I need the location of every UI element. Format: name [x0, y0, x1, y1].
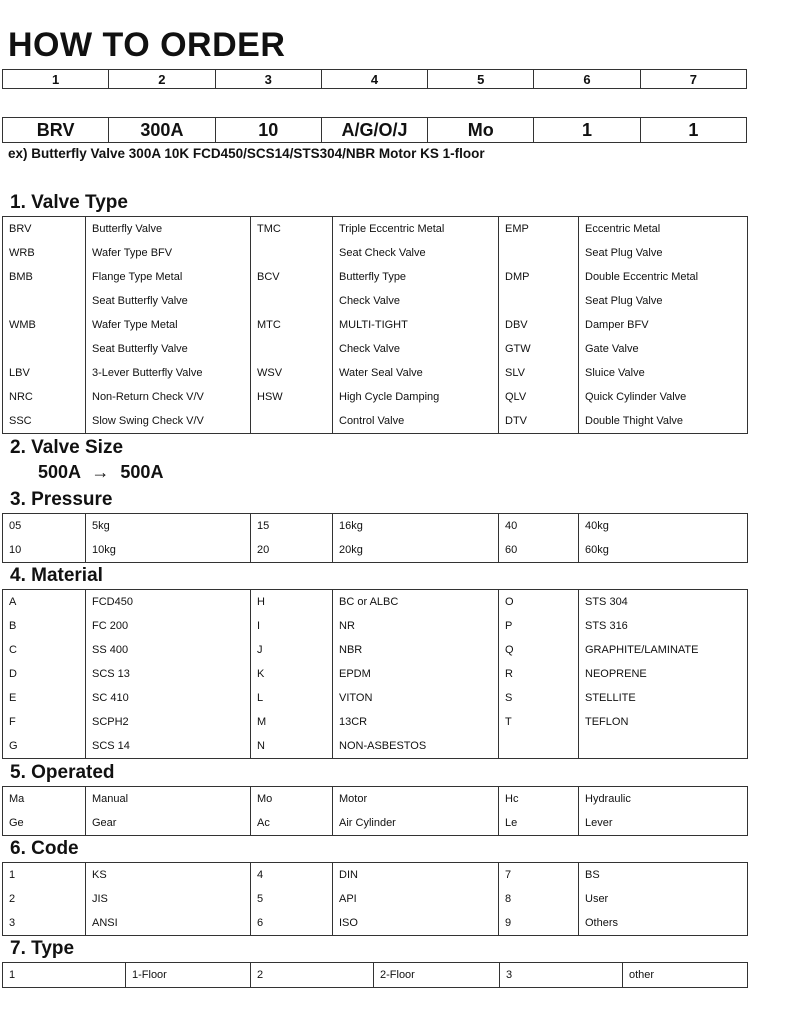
- valve-code-col-1-entry: [9, 337, 79, 361]
- material-code-col-3-entry: T: [505, 716, 512, 728]
- valve-name-col-1-entry: Wafer Type BFV: [92, 247, 173, 259]
- material-code-col-3-entry: R: [505, 668, 513, 680]
- operated-name-col-2: [333, 787, 499, 836]
- code-num-col-2: [251, 863, 333, 936]
- code-num-col-1-entry: 2: [9, 893, 16, 905]
- material-code-col-2-entry: L: [257, 692, 264, 704]
- material-name-col-3: [579, 590, 748, 759]
- valve-type-heading: 1. Valve Type: [10, 192, 128, 213]
- valve-code-col-3-entry: GTW: [505, 343, 531, 355]
- material-code-col-1: [3, 590, 86, 759]
- material-code-col-1-entry: A: [9, 596, 17, 608]
- valve-code-col-2-entry: WSV: [257, 367, 283, 379]
- code-num-col-3-entry: 7: [505, 869, 512, 881]
- material-code-col-3-entry: O: [505, 596, 514, 608]
- code-cell: 1: [534, 118, 640, 143]
- code-num-col-2-entry: 4: [257, 869, 264, 881]
- material-code-col-2: [251, 590, 333, 759]
- valve-name-col-2-entry: Seat Check Valve: [339, 247, 426, 259]
- material-code-col-1-entry: E: [9, 692, 17, 704]
- type-name: other: [623, 963, 748, 988]
- position-cell: 6: [534, 70, 640, 89]
- material-name-col-1-entry: FC 200: [92, 620, 129, 632]
- code-heading: 6. Code: [10, 838, 79, 859]
- material-code-col-1-entry: G: [9, 740, 18, 752]
- material-code-col-2-entry: N: [257, 740, 265, 752]
- pressure-code-col-1: [3, 514, 86, 563]
- code-cell: 300A: [109, 118, 215, 143]
- valve-code-col-2-entry: [257, 241, 326, 265]
- valve-code-col-2-entry: BCV: [257, 271, 280, 283]
- code-num-col-3-entry: 9: [505, 917, 512, 929]
- valve-name-col-2: [333, 217, 499, 434]
- valve-type-table: [2, 216, 748, 434]
- valve-code-col-1-entry: SSC: [9, 415, 32, 427]
- material-code-col-1-entry: D: [9, 668, 17, 680]
- code-name-col-2-entry: ISO: [339, 917, 358, 929]
- pressure-code-col-1-entry: 05: [9, 520, 22, 532]
- pressure-val-col-1-entry: 10kg: [92, 544, 116, 556]
- code-cell: A/G/O/J: [321, 118, 427, 143]
- page-title: HOW TO ORDER: [8, 26, 286, 64]
- material-name-col-3-entry: [585, 734, 741, 758]
- code-num-col-3: [499, 863, 579, 936]
- valve-code-col-2-entry: MTC: [257, 319, 281, 331]
- operated-name-col-3-entry: Hydraulic: [585, 793, 631, 805]
- valve-code-col-2-entry: HSW: [257, 391, 283, 403]
- position-cell: 3: [215, 70, 321, 89]
- type-heading: 7. Type: [10, 938, 75, 959]
- valve-name-col-3-entry: Quick Cylinder Valve: [585, 391, 687, 403]
- operated-code-col-1: [3, 787, 86, 836]
- valve-name-col-2-entry: MULTI-TIGHT: [339, 319, 408, 331]
- pressure-table: [2, 513, 748, 563]
- valve-code-col-3-entry: EMP: [505, 223, 529, 235]
- valve-code-col-3-entry: QLV: [505, 391, 527, 403]
- valve-code-col-2: [251, 217, 333, 434]
- operated-code-col-2: [251, 787, 333, 836]
- valve-name-col-3-entry: Double Eccentric Metal: [585, 271, 699, 283]
- pressure-code-col-3-entry: 40: [505, 520, 518, 532]
- valve-size-from: 500A: [38, 462, 81, 482]
- valve-name-col-1-entry: Slow Swing Check V/V: [92, 415, 204, 427]
- material-name-col-2-entry: NR: [339, 620, 355, 632]
- material-code-col-1-entry: B: [9, 620, 17, 632]
- valve-name-col-3: [579, 217, 748, 434]
- operated-code-col-3-entry: Hc: [505, 793, 519, 805]
- operated-name-col-3-entry: Lever: [585, 817, 613, 829]
- valve-code-col-3: [499, 217, 579, 434]
- material-name-col-2-entry: NBR: [339, 644, 363, 656]
- material-name-col-2: [333, 590, 499, 759]
- material-heading: 4. Material: [10, 565, 103, 586]
- code-name-col-2-entry: API: [339, 893, 357, 905]
- pressure-val-col-2-entry: 16kg: [339, 520, 363, 532]
- type-table: [2, 962, 748, 988]
- valve-name-col-2-entry: High Cycle Damping: [339, 391, 440, 403]
- valve-name-col-1-entry: Wafer Type Metal: [92, 319, 178, 331]
- position-cell: 2: [109, 70, 215, 89]
- operated-name-col-1-entry: Gear: [92, 817, 117, 829]
- position-header-table: [2, 69, 747, 89]
- valve-code-col-1-entry: NRC: [9, 391, 33, 403]
- code-name-col-2: [333, 863, 499, 936]
- material-code-col-3-entry: P: [505, 620, 513, 632]
- pressure-val-col-3-entry: 40kg: [585, 520, 609, 532]
- material-name-col-2-entry: NON-ASBESTOS: [339, 740, 427, 752]
- code-name-col-1: [86, 863, 251, 936]
- material-code-col-3: [499, 590, 579, 759]
- valve-name-col-2-entry: Water Seal Valve: [339, 367, 423, 379]
- valve-name-col-2-entry: Butterfly Type: [339, 271, 407, 283]
- valve-code-col-2-entry: [257, 337, 326, 361]
- material-name-col-1-entry: SC 410: [92, 692, 129, 704]
- position-cell: 4: [321, 70, 427, 89]
- material-name-col-3-entry: STS 316: [585, 620, 628, 632]
- code-num-col-1-entry: 1: [9, 869, 16, 881]
- operated-name-col-1: [86, 787, 251, 836]
- pressure-code-col-2: [251, 514, 333, 563]
- position-cell: 7: [640, 70, 746, 89]
- operated-table: [2, 786, 748, 836]
- material-name-col-2-entry: EPDM: [339, 668, 371, 680]
- material-code-col-2-entry: J: [257, 644, 263, 656]
- material-name-col-3-entry: STELLITE: [585, 692, 636, 704]
- valve-code-col-1-entry: BRV: [9, 223, 32, 235]
- valve-name-col-1-entry: Seat Butterfly Valve: [92, 295, 188, 307]
- type-code: 2: [251, 963, 374, 988]
- code-table: [2, 862, 748, 936]
- valve-code-col-2-entry: [257, 289, 326, 313]
- operated-heading: 5. Operated: [10, 762, 115, 783]
- valve-name-col-2-entry: Triple Eccentric Metal: [339, 223, 445, 235]
- valve-name-col-3-entry: Seat Plug Valve: [585, 247, 663, 259]
- code-name-col-2-entry: DIN: [339, 869, 358, 881]
- material-name-col-1-entry: SCS 14: [92, 740, 130, 752]
- valve-code-col-3-entry: SLV: [505, 367, 525, 379]
- valve-name-col-2-entry: Control Valve: [339, 415, 405, 427]
- operated-code-col-2-entry: Mo: [257, 793, 273, 805]
- valve-code-col-1-entry: WRB: [9, 247, 35, 259]
- material-name-col-1-entry: SCS 13: [92, 668, 130, 680]
- valve-name-col-3-entry: Double Thight Valve: [585, 415, 684, 427]
- valve-code-col-1-entry: WMB: [9, 319, 36, 331]
- valve-name-col-1-entry: 3-Lever Butterfly Valve: [92, 367, 203, 379]
- type-code: 1: [3, 963, 126, 988]
- material-name-col-3-entry: GRAPHITE/LAMINATE: [585, 644, 699, 656]
- position-cell: 1: [3, 70, 109, 89]
- operated-code-col-1-entry: Ma: [9, 793, 25, 805]
- valve-name-col-2-entry: Check Valve: [339, 295, 400, 307]
- code-name-col-1-entry: JIS: [92, 893, 108, 905]
- material-table: [2, 589, 748, 759]
- arrow-icon: →: [91, 462, 110, 482]
- material-code-col-3-entry: [505, 734, 572, 758]
- valve-code-col-1-entry: [9, 289, 79, 313]
- material-name-col-1-entry: FCD450: [92, 596, 133, 608]
- pressure-heading: 3. Pressure: [10, 489, 113, 510]
- code-num-col-2-entry: 6: [257, 917, 264, 929]
- pressure-val-col-2: [333, 514, 499, 563]
- pressure-code-col-2-entry: 15: [257, 520, 270, 532]
- pressure-code-col-3-entry: 60: [505, 544, 518, 556]
- valve-name-col-3-entry: Gate Valve: [585, 343, 639, 355]
- valve-name-col-2-entry: Check Valve: [339, 343, 400, 355]
- operated-code-col-2-entry: Ac: [257, 817, 270, 829]
- pressure-val-col-2-entry: 20kg: [339, 544, 363, 556]
- material-name-col-1-entry: SCPH2: [92, 716, 129, 728]
- pressure-code-col-3: [499, 514, 579, 563]
- material-code-col-2-entry: I: [257, 620, 261, 632]
- valve-size-heading: 2. Valve Size: [10, 437, 124, 458]
- material-code-col-2-entry: M: [257, 716, 267, 728]
- code-num-col-2-entry: 5: [257, 893, 264, 905]
- valve-name-col-3-entry: Eccentric Metal: [585, 223, 661, 235]
- valve-code-col-2-entry: [257, 409, 326, 433]
- valve-code-col-1-entry: LBV: [9, 367, 30, 379]
- pressure-val-col-3: [579, 514, 748, 563]
- operated-code-col-1-entry: Ge: [9, 817, 24, 829]
- operated-name-col-2-entry: Air Cylinder: [339, 817, 396, 829]
- code-name-col-3-entry: User: [585, 893, 609, 905]
- code-num-col-3-entry: 8: [505, 893, 512, 905]
- valve-code-col-1-entry: BMB: [9, 271, 33, 283]
- valve-code-col-3-entry: [505, 289, 572, 313]
- pressure-code-col-2-entry: 20: [257, 544, 270, 556]
- type-name: 2-Floor: [374, 963, 500, 988]
- code-cell: 10: [215, 118, 321, 143]
- material-code-col-2-entry: H: [257, 596, 265, 608]
- position-cell: 5: [428, 70, 534, 89]
- example-code-table: [2, 117, 747, 143]
- valve-name-col-1-entry: Butterfly Valve: [92, 223, 163, 235]
- valve-code-col-3-entry: [505, 241, 572, 265]
- code-name-col-3-entry: BS: [585, 869, 600, 881]
- material-code-col-2-entry: K: [257, 668, 265, 680]
- operated-name-col-3: [579, 787, 748, 836]
- material-name-col-3-entry: TEFLON: [585, 716, 629, 728]
- code-num-col-1: [3, 863, 86, 936]
- operated-name-col-2-entry: Motor: [339, 793, 368, 805]
- material-code-col-3-entry: S: [505, 692, 513, 704]
- valve-code-col-1: [3, 217, 86, 434]
- code-cell: 1: [640, 118, 746, 143]
- material-name-col-2-entry: BC or ALBC: [339, 596, 399, 608]
- code-cell: BRV: [3, 118, 109, 143]
- material-name-col-1: [86, 590, 251, 759]
- example-text: ex) Butterfly Valve 300A 10K FCD450/SCS14/STS304/NBR Motor KS 1-floor: [8, 146, 485, 161]
- material-code-col-1-entry: C: [9, 644, 17, 656]
- pressure-val-col-1: [86, 514, 251, 563]
- code-name-col-3-entry: Others: [585, 917, 619, 929]
- material-name-col-2-entry: VITON: [339, 692, 373, 704]
- operated-code-col-3-entry: Le: [505, 817, 518, 829]
- code-name-col-3: [579, 863, 748, 936]
- material-code-col-3-entry: Q: [505, 644, 514, 656]
- material-code-col-1-entry: F: [9, 716, 16, 728]
- type-code: 3: [500, 963, 623, 988]
- valve-name-col-1: [86, 217, 251, 434]
- valve-code-col-3-entry: DBV: [505, 319, 528, 331]
- pressure-val-col-1-entry: 5kg: [92, 520, 110, 532]
- valve-name-col-1-entry: Non-Return Check V/V: [92, 391, 204, 403]
- code-name-col-1-entry: ANSI: [92, 917, 118, 929]
- operated-name-col-1-entry: Manual: [92, 793, 129, 805]
- valve-name-col-1-entry: Flange Type Metal: [92, 271, 183, 283]
- code-cell: Mo: [428, 118, 534, 143]
- material-name-col-2-entry: 13CR: [339, 716, 368, 728]
- valve-name-col-3-entry: Sluice Valve: [585, 367, 645, 379]
- operated-code-col-3: [499, 787, 579, 836]
- pressure-val-col-3-entry: 60kg: [585, 544, 609, 556]
- code-num-col-1-entry: 3: [9, 917, 16, 929]
- valve-size-example: [38, 462, 163, 483]
- code-name-col-1-entry: KS: [92, 869, 107, 881]
- valve-name-col-1-entry: Seat Butterfly Valve: [92, 343, 188, 355]
- type-name: 1-Floor: [126, 963, 251, 988]
- valve-name-col-3-entry: Seat Plug Valve: [585, 295, 663, 307]
- pressure-code-col-1-entry: 10: [9, 544, 22, 556]
- valve-name-col-3-entry: Damper BFV: [585, 319, 649, 331]
- valve-code-col-3-entry: DTV: [505, 415, 527, 427]
- material-name-col-3-entry: NEOPRENE: [585, 668, 647, 680]
- material-name-col-3-entry: STS 304: [585, 596, 628, 608]
- valve-code-col-3-entry: DMP: [505, 271, 530, 283]
- valve-size-to: 500A: [120, 462, 164, 482]
- material-name-col-1-entry: SS 400: [92, 644, 129, 656]
- valve-code-col-2-entry: TMC: [257, 223, 281, 235]
